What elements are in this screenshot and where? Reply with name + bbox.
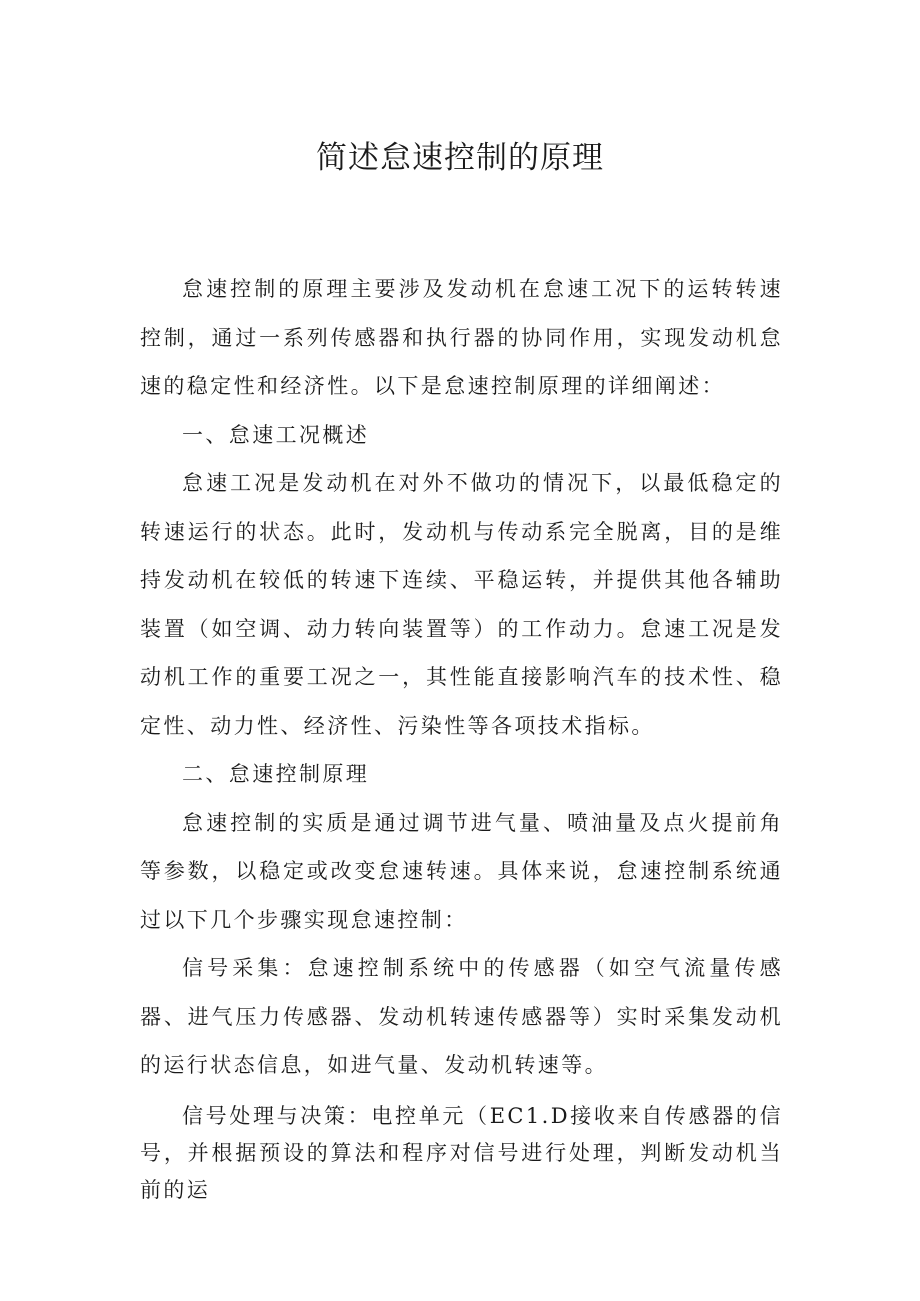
paragraph-control-principle: 怠速控制的实质是通过调节进气量、喷油量及点火提前角等参数，以稳定或改变怠速转速。具体来说，怠速控制系统通过以下几个步骤实现怠速控制： <box>140 810 783 932</box>
paragraph-idle-overview: 怠速工况是发动机在对外不做功的情况下，以最低稳定的转速运行的状态。此时，发动机与传动系完全脱离，目的是维持发动机在较低的转速下连续、平稳运转，并提供其他各辅助装置（如空调、动力转向装置等）的工作动力。怠速工况是发动机工作的重要工况之一，其性能直接影响汽车的技术性、稳定性、动力性、经济性、污染性等各项技术指标。 <box>140 471 783 738</box>
section-heading-1: 一、怠速工况概述 <box>182 422 370 447</box>
paragraph-signal-collection: 信号采集：怠速控制系统中的传感器（如空气流量传感器、进气压力传感器、发动机转速传感器等）实时采集发动机的运行状态信息，如进气量、发动机转速等。 <box>140 956 783 1077</box>
paragraph-signal-processing: 信号处理与决策：电控单元（EC1.D接收来自传感器的信号，并根据预设的算法和程序对信号进行处理，判断发动机当前的运 <box>140 1103 783 1202</box>
paragraph-intro: 怠速控制的原理主要涉及发动机在怠速工况下的运转转速控制，通过一系列传感器和执行器的协同作用，实现发动机怠速的稳定性和经济性。以下是怠速控制原理的详细阐述： <box>140 277 783 398</box>
document-title: 简述怠速控制的原理 <box>316 140 604 176</box>
section-heading-2: 二、怠速控制原理 <box>182 762 370 786</box>
document-body <box>140 265 783 1209</box>
